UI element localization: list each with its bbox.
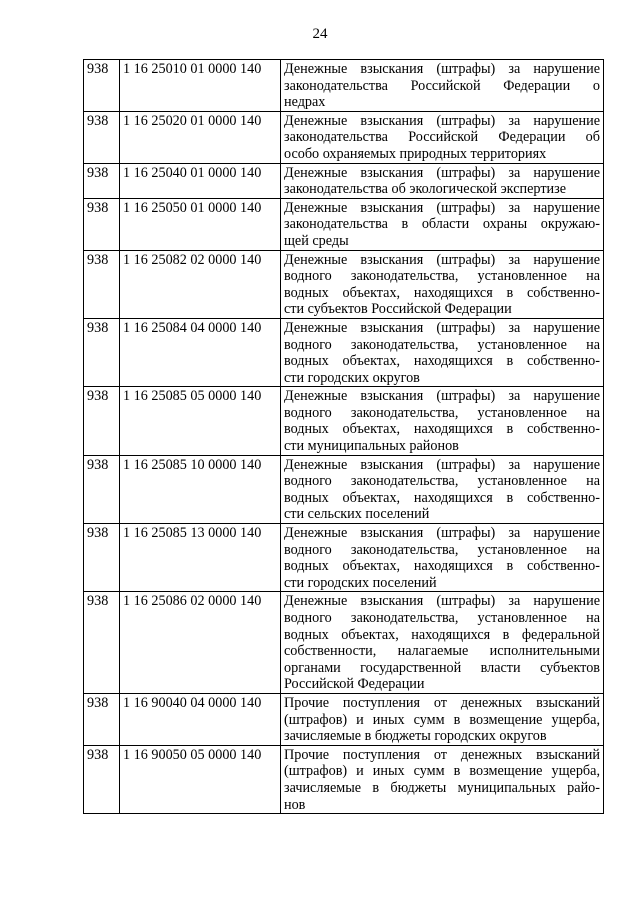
admin-code-cell: 938 xyxy=(84,387,120,455)
description-line: органами государственной власти субъектов xyxy=(284,659,600,676)
table-body xyxy=(84,60,604,814)
description-cell xyxy=(281,455,604,523)
description-line: водного законодательства, установленное на xyxy=(284,404,600,421)
description-line: (штрафов) и иных сумм в возмещение ущерба, xyxy=(284,711,600,728)
description-cell xyxy=(281,592,604,694)
description-line: сти городских поселений xyxy=(284,574,437,591)
budget-code-cell: 1 16 25084 04 0000 140 xyxy=(120,318,281,386)
description-line: Российской Федерации xyxy=(284,676,425,693)
admin-code-cell: 938 xyxy=(84,455,120,523)
table-row xyxy=(84,318,604,386)
description-line: законодательства Российской Федерации об xyxy=(284,129,600,146)
description-line: Прочие поступления от денежных взысканий xyxy=(284,694,600,711)
table-row xyxy=(84,198,604,250)
description-line: сти городских округов xyxy=(284,369,420,386)
budget-code-cell: 1 16 25082 02 0000 140 xyxy=(120,250,281,318)
description-line: сти сельских поселений xyxy=(284,506,430,523)
table-row xyxy=(84,163,604,198)
description-line: Денежные взыскания (штрафы) за нарушение xyxy=(284,456,600,473)
description-line: собственности, налагаемые исполнительными xyxy=(284,643,600,660)
description-line: Денежные взыскания (штрафы) за нарушение xyxy=(284,61,600,77)
description-line: водного законодательства, установленное на xyxy=(284,473,600,490)
description-line: (штрафов) и иных сумм в возмещение ущерба, xyxy=(284,763,600,780)
description-line: зачисляемые в бюджеты муниципальных райо- xyxy=(284,779,600,796)
budget-code-cell: 1 16 25050 01 0000 140 xyxy=(120,198,281,250)
description-line: водных объектах, находящихся в собственно- xyxy=(284,489,600,506)
description-line: сти субъектов Российской Федерации xyxy=(284,301,512,318)
admin-code-cell: 938 xyxy=(84,198,120,250)
description-cell xyxy=(281,745,604,813)
page-number: 24 xyxy=(312,26,328,42)
description-line: нов xyxy=(284,796,306,813)
description-line: Денежные взыскания (штрафы) за нарушение xyxy=(284,525,600,542)
description-line: Денежные взыскания (штрафы) за нарушение xyxy=(284,319,600,336)
table-row xyxy=(84,111,604,163)
description-line: водного законодательства, установленное на xyxy=(284,336,600,353)
description-line: особо охраняемых природных территориях xyxy=(284,145,547,162)
admin-code-cell: 938 xyxy=(84,592,120,694)
income-codes-table xyxy=(83,59,604,814)
description-line: водных объектах, находящихся в собственно- xyxy=(284,421,600,438)
description-cell xyxy=(281,250,604,318)
description-line: законодательства об экологической экспертизе xyxy=(284,181,567,198)
description-line: Денежные взыскания (штрафы) за нарушение xyxy=(284,251,600,268)
table-row xyxy=(84,455,604,523)
admin-code-cell: 938 xyxy=(84,60,120,112)
budget-code-cell: 1 16 25085 10 0000 140 xyxy=(120,455,281,523)
description-line: Денежные взыскания (штрафы) за нарушение xyxy=(284,112,600,129)
table-row xyxy=(84,250,604,318)
description-cell xyxy=(281,693,604,745)
description-line: законодательства в области охраны окружаю- xyxy=(284,216,600,233)
description-line: водного законодательства, установленное на xyxy=(284,541,600,558)
budget-code-cell: 1 16 90050 05 0000 140 xyxy=(120,745,281,813)
description-line: Денежные взыскания (штрафы) за нарушение xyxy=(284,593,600,610)
admin-code-cell: 938 xyxy=(84,111,120,163)
description-line: водных объектах, находящихся в собственно- xyxy=(284,558,600,575)
description-cell xyxy=(281,198,604,250)
description-line: Денежные взыскания (штрафы) за нарушение xyxy=(284,388,600,405)
table-row xyxy=(84,745,604,813)
description-line: недрах xyxy=(284,94,326,111)
budget-code-cell: 1 16 25085 05 0000 140 xyxy=(120,387,281,455)
description-line: водных объектах, находящихся в федеральной xyxy=(284,626,600,643)
admin-code-cell: 938 xyxy=(84,524,120,592)
description-line: водного законодательства, установленное на xyxy=(284,268,600,285)
description-line: сти муниципальных районов xyxy=(284,438,459,455)
table-row xyxy=(84,592,604,694)
admin-code-cell: 938 xyxy=(84,745,120,813)
budget-code-cell: 1 16 25085 13 0000 140 xyxy=(120,524,281,592)
description-line: водных объектах, находящихся в собственно- xyxy=(284,353,600,370)
description-line: Денежные взыскания (штрафы) за нарушение xyxy=(284,199,600,216)
budget-code-cell: 1 16 90040 04 0000 140 xyxy=(120,693,281,745)
description-line: Прочие поступления от денежных взысканий xyxy=(284,746,600,763)
description-cell xyxy=(281,111,604,163)
admin-code-cell: 938 xyxy=(84,250,120,318)
description-line: щей среды xyxy=(284,232,349,249)
description-cell xyxy=(281,163,604,198)
budget-code-cell: 1 16 25020 01 0000 140 xyxy=(120,111,281,163)
budget-code-cell: 1 16 25040 01 0000 140 xyxy=(120,163,281,198)
description-line: водных объектах, находящихся в собственно- xyxy=(284,284,600,301)
table-row xyxy=(84,693,604,745)
admin-code-cell: 938 xyxy=(84,318,120,386)
description-cell xyxy=(281,318,604,386)
description-line: зачисляемые в бюджеты городских округов xyxy=(284,728,547,745)
table-row xyxy=(84,524,604,592)
admin-code-cell: 938 xyxy=(84,163,120,198)
description-line: водного законодательства, установленное на xyxy=(284,610,600,626)
description-cell xyxy=(281,387,604,455)
description-cell xyxy=(281,524,604,592)
budget-code-cell: 1 16 25086 02 0000 140 xyxy=(120,592,281,694)
table-row xyxy=(84,387,604,455)
admin-code-cell: 938 xyxy=(84,693,120,745)
table-row xyxy=(84,60,604,112)
description-cell xyxy=(281,60,604,112)
description-line: законодательства Российской Федерации о xyxy=(284,77,600,94)
description-line: Денежные взыскания (штрафы) за нарушение xyxy=(284,164,600,181)
budget-code-cell: 1 16 25010 01 0000 140 xyxy=(120,60,281,112)
